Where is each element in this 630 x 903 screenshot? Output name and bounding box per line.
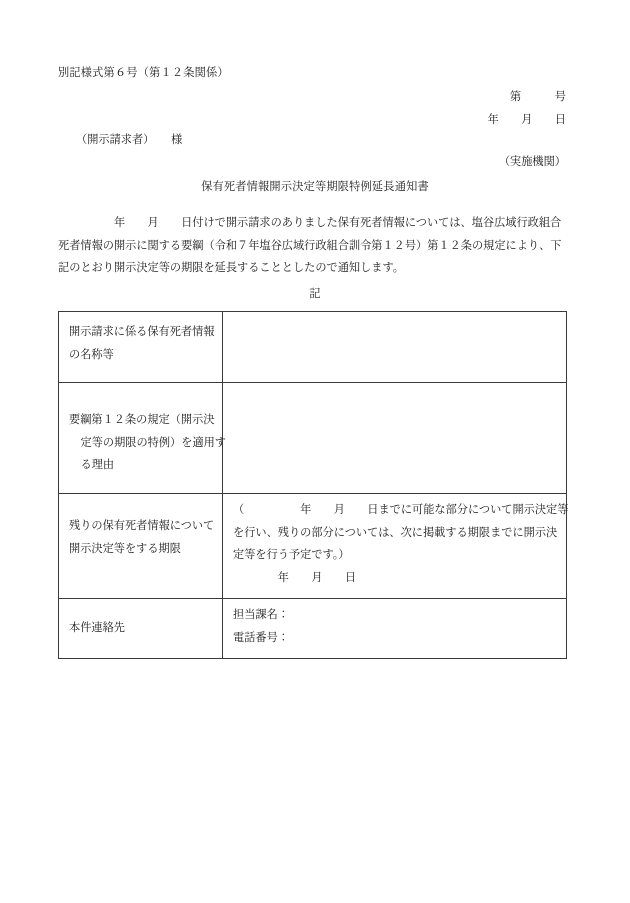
value-line: 定等を行う予定です。）	[233, 549, 350, 561]
row-value-reason[interactable]	[223, 383, 567, 494]
row-label-contact	[59, 599, 223, 659]
label-line: 開示決定等をする期限	[69, 542, 181, 555]
row-value-contact[interactable]	[223, 599, 567, 659]
body-line-2: 死者情報の開示に関する要綱（令和７年塩谷広域行政組合訓令第１２号）第１２条の規定により、下	[58, 239, 562, 252]
addressee-line: （開示請求者） 様	[76, 134, 183, 146]
contact-department-line: 担当課名：	[233, 609, 289, 621]
label-line: 開示請求に係る保有死者情報	[69, 326, 215, 338]
ki-marker: 記	[309, 288, 321, 300]
label-line: 残りの保有死者情報について	[69, 520, 215, 532]
label-line: 本件連絡先	[69, 622, 125, 635]
issuing-authority-line: （実施機関）	[498, 156, 566, 168]
details-table	[58, 311, 567, 659]
page-title: 保有死者情報開示決定等期限特例延長通知書	[201, 181, 429, 193]
body-line-3: 記のとおり開示決定等の期限を延長することとしたので通知します。	[58, 262, 404, 274]
document-number-line: 第 号	[510, 91, 566, 103]
row-label-remaining-deadline	[59, 494, 223, 599]
document-date-line: 年 月 日	[487, 114, 566, 126]
label-line: 要綱第１２条の規定（開示決	[69, 414, 215, 426]
row-label-information-name	[59, 312, 223, 383]
form-code: 別記様式第６号（第１２条関係）	[58, 67, 229, 79]
row-value-information-name[interactable]	[223, 312, 567, 383]
body-line-1: 年 月 日付けで開示請求のありました保有死者情報については、塩谷広域行政組合	[58, 217, 562, 229]
table-row	[59, 312, 567, 383]
value-line: （ 年 月 日までに可能な部分について開示決定等	[233, 504, 569, 516]
value-line: 年 月 日	[233, 571, 357, 584]
label-line: 定等の期限の特例）を適用す	[80, 436, 226, 449]
row-label-reason	[59, 383, 226, 494]
row-value-remaining-deadline[interactable]	[223, 494, 567, 599]
table-row	[59, 383, 567, 494]
label-line: の名称等	[69, 348, 114, 361]
label-line: る理由	[80, 459, 115, 471]
value-line: を行い、残りの部分については、次に掲載する期限までに開示決	[233, 526, 558, 539]
table-row	[59, 599, 567, 659]
table-row	[59, 494, 567, 599]
contact-phone-line: 電話番号：	[233, 631, 289, 644]
body-paragraph	[58, 212, 566, 280]
